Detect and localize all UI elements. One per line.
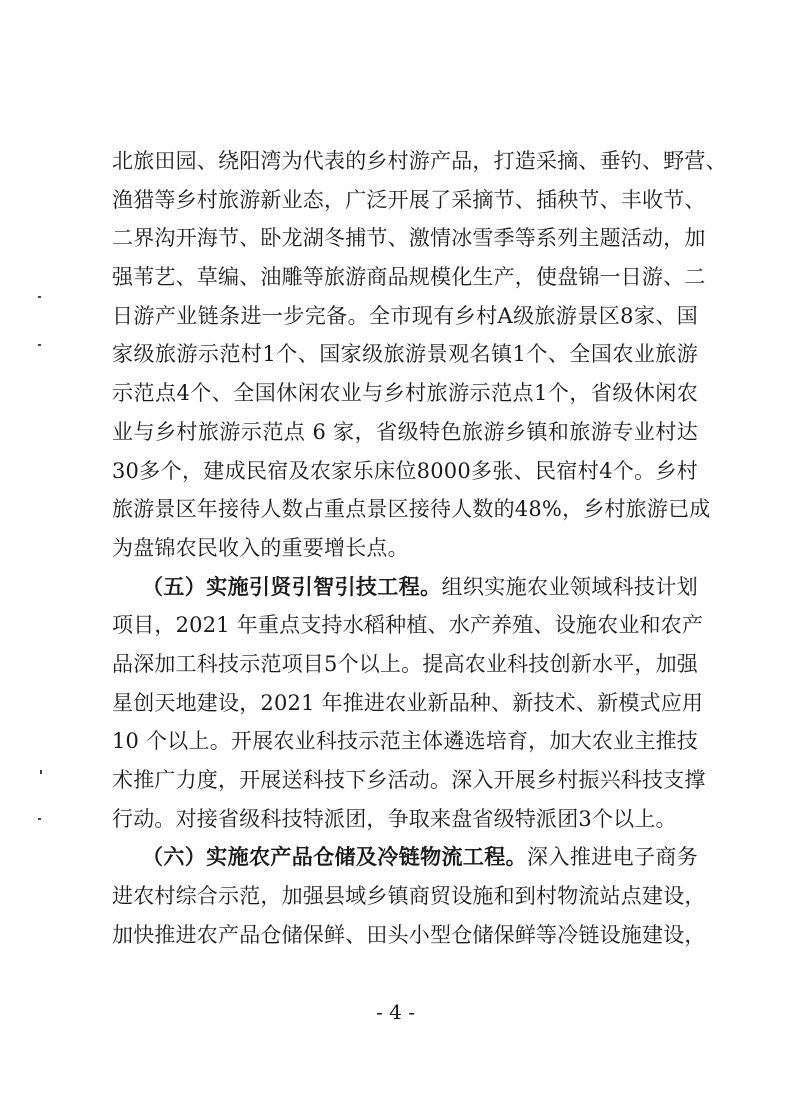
text-line: 行动。对接省级科技特派团，争取来盘省级特派团3个以上。 [112,806,677,831]
text-line: 家级旅游示范村1个、国家级旅游景观名镇1个、全国农业旅游 [112,342,698,367]
text-line: 10 个以上。开展农业科技示范主体遴选培育，加大农业主推技 [112,729,698,754]
section-heading-6: （六）实施农产品仓储及冷链物流工程。 [142,844,528,870]
section-first-line [112,838,698,877]
section-text: 深入推进电子商务 [527,845,698,870]
text-line: 品深加工科技示范项目5个以上。提高农业科技创新水平，加强 [112,651,698,676]
section-first-line [112,568,698,607]
text-line: 日游产业链条进一步完备。全市现有乡村A级旅游景区8家、国 [112,303,698,328]
text-line: 渔猎等乡村旅游新业态，广泛开展了采摘节、插秧节、丰收节、 [112,187,706,212]
margin-mark [38,818,41,820]
text-line: 项目，2021 年重点支持水稻种植、水产养殖、设施农业和农产 [112,613,704,638]
text-line: 进农村综合示范，加强县域乡镇商贸设施和到村物流站点建设， [112,884,706,909]
text-line: 30多个，建成民宿及农家乐床位8000多张、民宿村4个。乡村 [112,458,698,483]
text-line: 旅游景区年接待人数占重点景区接待人数的48%，乡村旅游已成 [112,497,711,522]
text-line: 示范点4个、全国休闲农业与乡村旅游示范点1个，省级休闲农 [112,381,698,406]
page-number: - 4 - [376,1000,415,1024]
text-line: 为盘锦农民收入的重要增长点。 [112,535,409,560]
body-text [112,142,727,954]
text-line: 二界沟开海节、卧龙湖冬捕节、激情冰雪季等系列主题活动，加 [112,226,706,251]
text-line: 加快推进农产品仓储保鲜、田头小型仓储保鲜等冷链设施建设， [112,922,706,947]
section-text: 组织实施农业领域科技计划 [441,574,698,599]
text-line: 强苇艺、草编、油雕等旅游商品规模化生产，使盘锦一日游、二 [112,265,706,290]
margin-mark [38,344,41,346]
text-line: 星创天地建设，2021 年推进农业新品种、新技术、新模式应用 [112,690,704,715]
text-line: 术推广力度，开展送科技下乡活动。深入开展乡村振兴科技支撑 [112,768,706,792]
section-heading-5: （五）实施引贤引智引技工程。 [142,573,442,599]
text-line: 业与乡村旅游示范点 6 家，省级特色旅游乡镇和旅游专业村达 [112,419,698,444]
text-line: 北旅田园、绕阳湾为代表的乡村游产品，打造采摘、垂钓、野营、 [112,149,727,173]
margin-mark [40,770,42,774]
margin-mark [38,296,41,298]
